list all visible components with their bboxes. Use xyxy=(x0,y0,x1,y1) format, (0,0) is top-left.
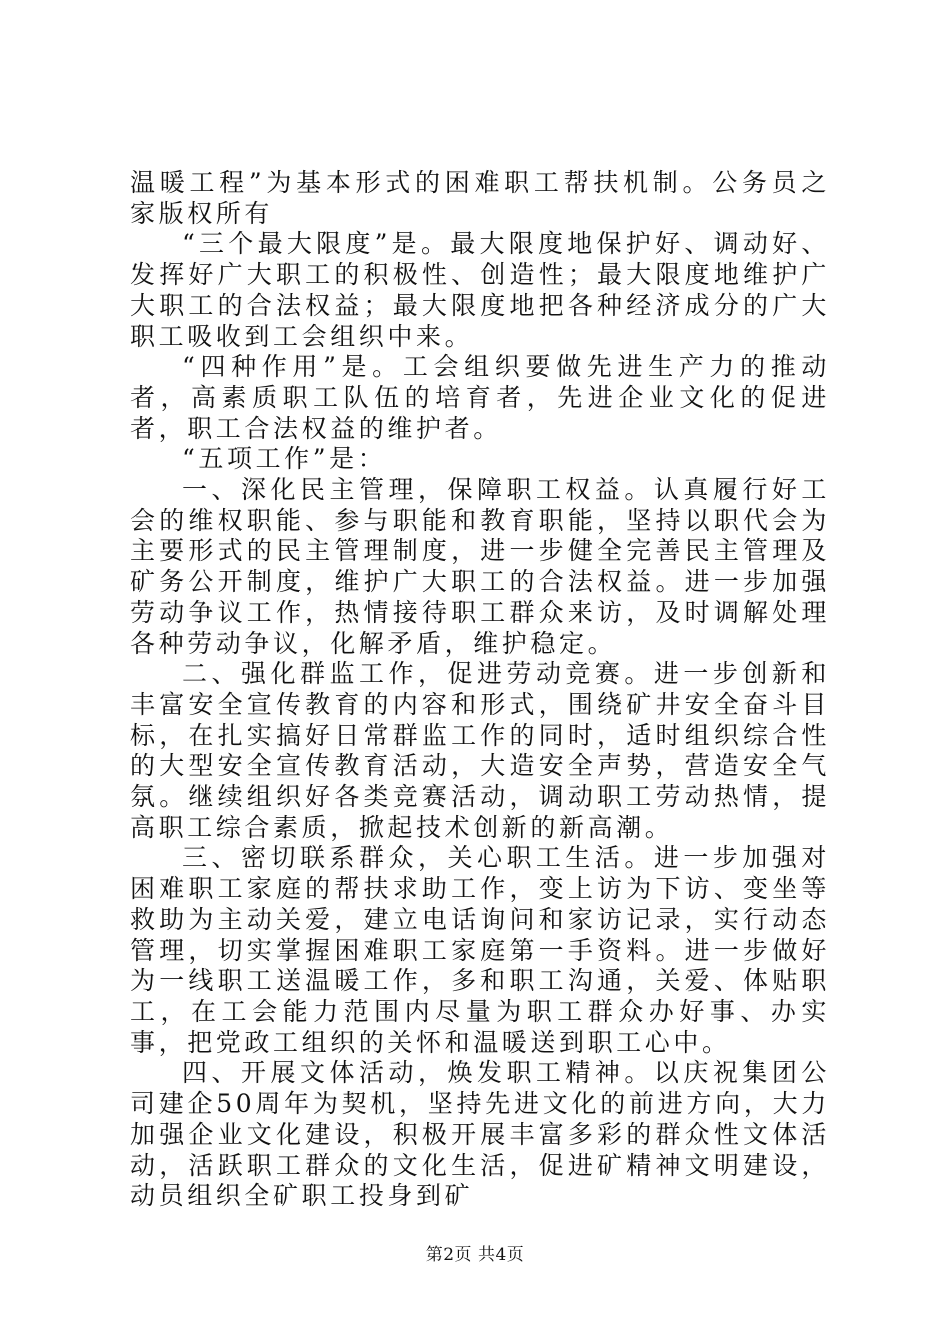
paragraph-task-three: 三、密切联系群众，关心职工生活。进一步加强对困难职工家庭的帮扶求助工作，变上访为下访、变坐等救助为主动关爱，建立电话询问和家访记录，实行动态管理，切实掌握困难职工家庭第一手资料。进一步做好为一线职工送温暖工作，多和职工沟通，关爱、体贴职工，在工会能力范围内尽量为职工群众办好事、办实事，把党政工组织的关怀和温暖送到职工心中。 xyxy=(130,843,830,1057)
paragraph-four-roles: “四种作用”是。工会组织要做先进生产力的推动者，高素质职工队伍的培育者，先进企业文化的促进者，职工合法权益的维护者。 xyxy=(130,352,830,443)
paragraph-five-tasks-heading: “五项工作”是： xyxy=(182,444,387,474)
page-number-footer: 第2页 共4页 xyxy=(425,1245,525,1265)
paragraph-task-two: 二、强化群监工作，促进劳动竞赛。进一步创新和丰富安全宣传教育的内容和形式，围绕矿井安全奋斗目标，在扎实搞好日常群监工作的同时，适时组织综合性的大型安全宣传教育活动，大造安全声势，营造安全气氛。继续组织好各类竞赛活动，调动职工劳动热情，提高职工综合素质，掀起技术创新的新高潮。 xyxy=(130,659,830,842)
paragraph-task-four: 四、开展文体活动，焕发职工精神。以庆祝集团公司建企50周年为契机，坚持先进文化的前进方向，大力加强企业文化建设，积极开展丰富多彩的群众性文体活动，活跃职工群众的文化生活，促进矿精神文明建设，动员组织全矿职工投身到矿 xyxy=(130,1058,830,1211)
paragraph-three-maximums: “三个最大限度”是。最大限度地保护好、调动好、发挥好广大职工的积极性、创造性；最大限度地维护广大职工的合法权益；最大限度地把各种经济成分的广大职工吸收到工会组织中来。 xyxy=(130,229,830,351)
paragraph-task-one: 一、深化民主管理，保障职工权益。认真履行好工会的维权职能、参与职能和教育职能，坚持以职代会为主要形式的民主管理制度，进一步健全完善民主管理及矿务公开制度，维护广大职工的合法权益。进一步加强劳动争议工作，热情接待职工群众来访，及时调解处理各种劳动争议，化解矛盾，维护稳定。 xyxy=(130,475,830,658)
paragraph-continuation: 温暖工程”为基本形式的困难职工帮扶机制。公务员之家版权所有 xyxy=(130,168,830,228)
document-body xyxy=(130,168,830,1212)
